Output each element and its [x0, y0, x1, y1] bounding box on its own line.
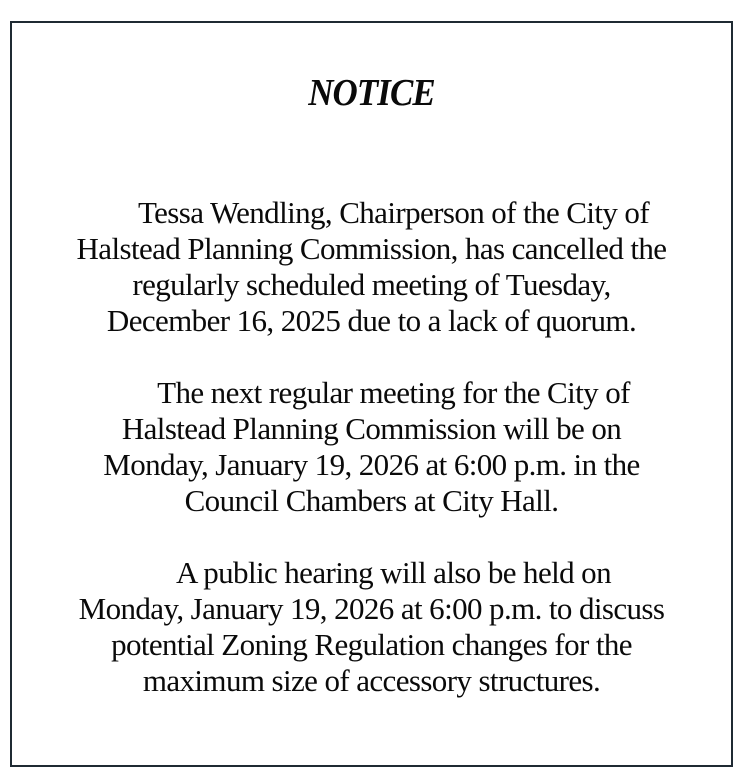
paragraph-line: Tessa Wendling, Chairperson of the City of: [137, 195, 650, 230]
notice-document: [10, 21, 733, 767]
paragraph-line: Monday, January 19, 2026 at 6:00 p.m. in the: [103, 447, 640, 482]
paragraph-line: Halstead Planning Commission will be on: [121, 411, 622, 446]
notice-title: NOTICE: [308, 72, 435, 114]
paragraph-line: The next regular meeting for the City of: [157, 375, 630, 410]
cancellation-paragraph: [12, 195, 731, 339]
paragraph-line: regularly scheduled meeting of Tuesday,: [132, 267, 611, 302]
paragraph-line: Council Chambers at City Hall.: [184, 483, 559, 518]
paragraph-line: Monday, January 19, 2026 at 6:00 p.m. to discuss: [78, 591, 665, 626]
next-meeting-paragraph: [12, 375, 731, 519]
paragraph-line: Halstead Planning Commission, has cancelled the: [76, 231, 667, 266]
public-hearing-paragraph: [12, 555, 731, 699]
paragraph-line: potential Zoning Regulation changes for the: [111, 627, 632, 662]
paragraph-line: December 16, 2025 due to a lack of quorum.: [106, 303, 637, 338]
paragraph-line: maximum size of accessory structures.: [142, 663, 601, 698]
paragraph-line: A public hearing will also be held on: [176, 555, 611, 590]
